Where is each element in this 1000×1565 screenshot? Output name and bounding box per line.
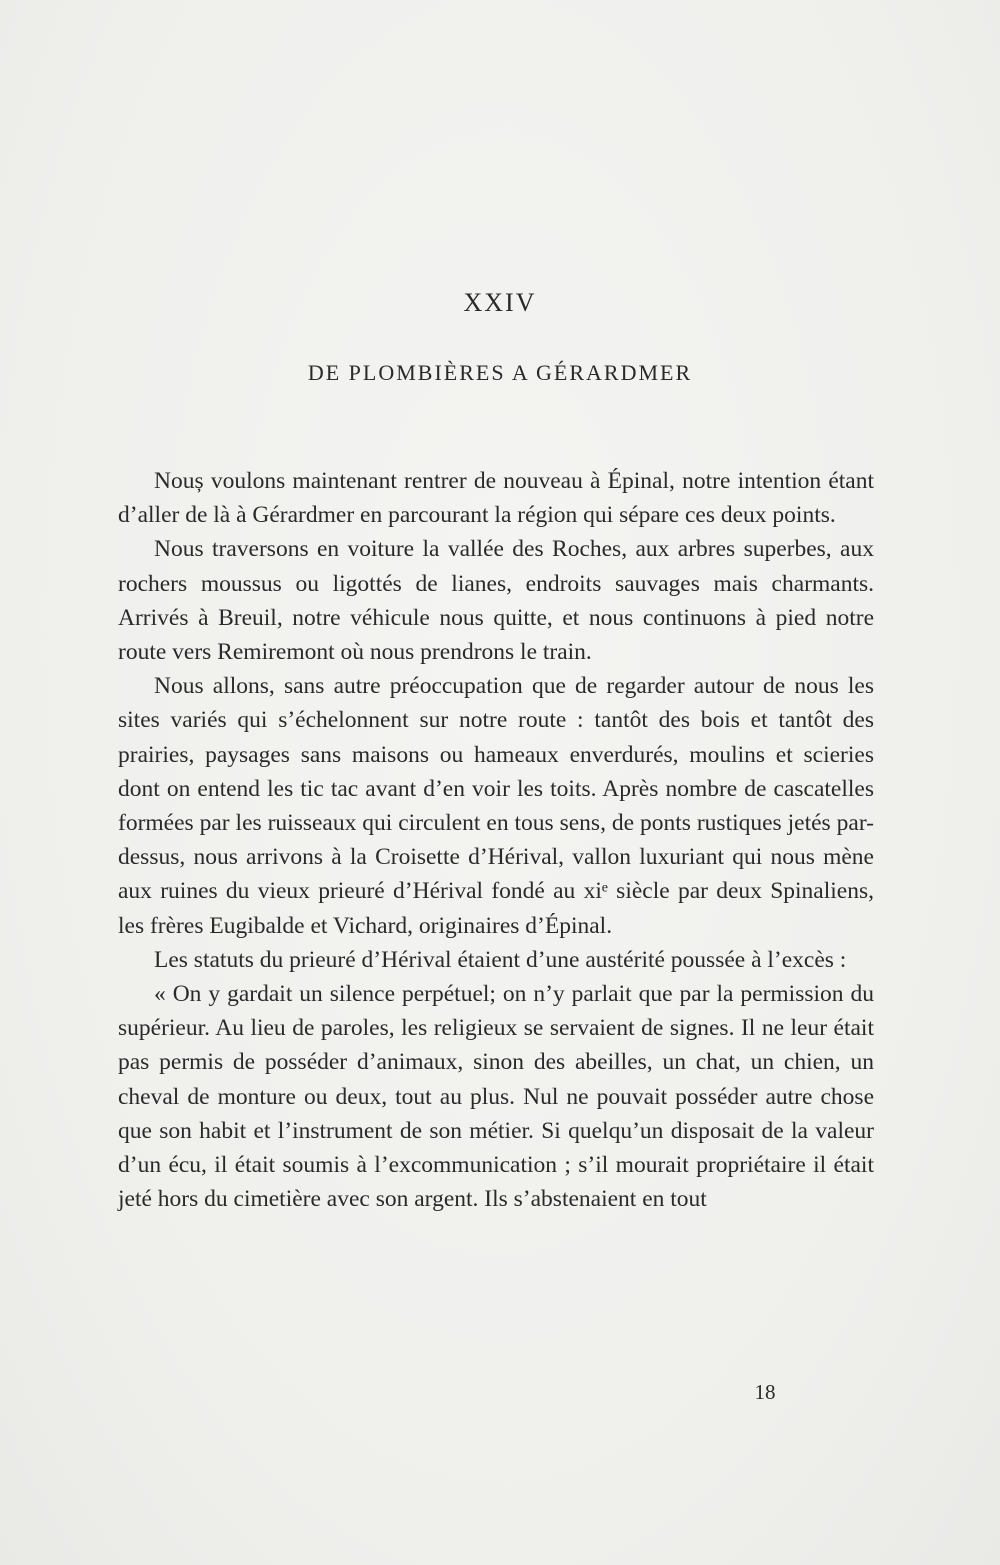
chapter-number: XXIV xyxy=(463,288,537,317)
chapter-body xyxy=(118,464,874,1216)
page-number: 18 xyxy=(754,1380,776,1404)
chapter-title: DE PLOMBIÈRES A GÉRARDMER xyxy=(307,360,693,385)
paragraph: Nous allons, sans autre préoccupation que de regarder autour de nous les sites variés qui s’échelonnent sur notre route : tantôt des bois et tantôt des prairies, paysages sans maisons ou hameaux enverdurés, moulins et scieries dont on entend les tic tac avant d’en voir les toits. Après nombre de cascatelles formées par les ruisseaux qui circulent en tous sens, de ponts rustiques jetés par-dessus, nous arrivons à la Croisette d’Hérival, vallon luxuriant qui nous mène aux ruines du vieux prieuré d’Hérival fondé au xiᵉ siècle par deux Spinaliens, les frères Eugibalde et Vichard, originaires d’Épinal. xyxy=(118,673,874,939)
paragraph: Nous traversons en voiture la vallée des Roches, aux arbres superbes, aux rochers moussus ou ligottés de lianes, endroits sauvages mais charmants. Arrivés à Breuil, notre véhicule nous quitte, et nous continuons à pied notre route vers Remiremont où nous prendrons le train. xyxy=(118,536,874,666)
paragraph: Les statuts du prieuré d’Hérival étaient d’une austérité poussée à l’excès : xyxy=(154,946,847,973)
quoted-paragraph: « On y gardait un silence perpétuel; on n’y parlait que par la permission du supérieur. Au lieu de paroles, les religieux se servaient de signes. Il ne leur était pas permis de posséder d’animaux, sinon des abeilles, un chat, un chien, un cheval de monture ou deux, tout au plus. Nul ne pouvait posséder autre chose que son habit et l’instrument de son métier. Si quelqu’un disposait de la valeur d’un écu, il était soumis à l’excommunication ; s’il mourait propriétaire il était jeté hors du cimetière avec son argent. Ils s’abstenaient en tout xyxy=(118,981,874,1213)
paragraph: Nouș voulons maintenant rentrer de nouveau à Épinal, notre intention étant d’aller de là à Gérardmer en parcourant la région qui sépare ces deux points. xyxy=(118,468,874,529)
